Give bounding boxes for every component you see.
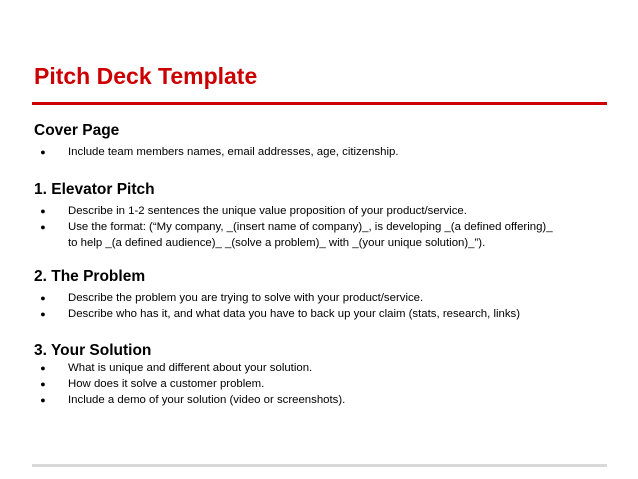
bullet-icon: ● bbox=[40, 222, 46, 232]
list-item bbox=[34, 376, 604, 392]
list-item bbox=[34, 144, 604, 160]
bullet-text: Describe who has it, and what data you have to back up your claim (stats, research, links) bbox=[68, 308, 521, 320]
list-item bbox=[34, 203, 604, 219]
section-heading-elevator-pitch: 1. Elevator Pitch bbox=[34, 181, 155, 198]
bullet-text: How does it solve a customer problem. bbox=[68, 378, 265, 390]
bullet-icon: ● bbox=[40, 395, 46, 405]
bullet-text: Describe the problem you are trying to solve with your product/service. bbox=[68, 292, 424, 304]
footer-divider bbox=[32, 464, 607, 467]
bullet-icon: ● bbox=[40, 363, 46, 373]
bullet-text: Include team members names, email addresses, age, citizenship. bbox=[68, 146, 399, 158]
section-heading-the-problem: 2. The Problem bbox=[34, 268, 146, 285]
bullet-icon: ● bbox=[40, 379, 46, 389]
bullet-text: What is unique and different about your solution. bbox=[68, 362, 313, 374]
bullet-icon: ● bbox=[40, 147, 46, 157]
bullet-icon: ● bbox=[40, 309, 46, 319]
title-underline bbox=[32, 102, 607, 105]
bullet-icon: ● bbox=[40, 293, 46, 303]
section-heading-cover-page: Cover Page bbox=[34, 122, 120, 139]
section-heading-your-solution: 3. Your Solution bbox=[34, 342, 152, 359]
slide-title: Pitch Deck Template bbox=[34, 63, 258, 89]
list-item bbox=[34, 290, 604, 306]
bullet-text: Include a demo of your solution (video or screenshots). bbox=[68, 394, 346, 406]
bullet-icon: ● bbox=[40, 206, 46, 216]
list-item bbox=[34, 360, 604, 376]
list-item bbox=[34, 219, 604, 251]
bullet-text: Describe in 1-2 sentences the unique value proposition of your product/service. bbox=[68, 205, 467, 217]
bullet-text: Use the format: (“My company, _(insert name of company)_, is developing _(a defined offering)_ to help _(a defined audience)_ _(solve a problem)_ with _(your unique solution)_”). bbox=[68, 221, 553, 249]
list-item bbox=[34, 306, 604, 322]
list-item bbox=[34, 392, 604, 408]
